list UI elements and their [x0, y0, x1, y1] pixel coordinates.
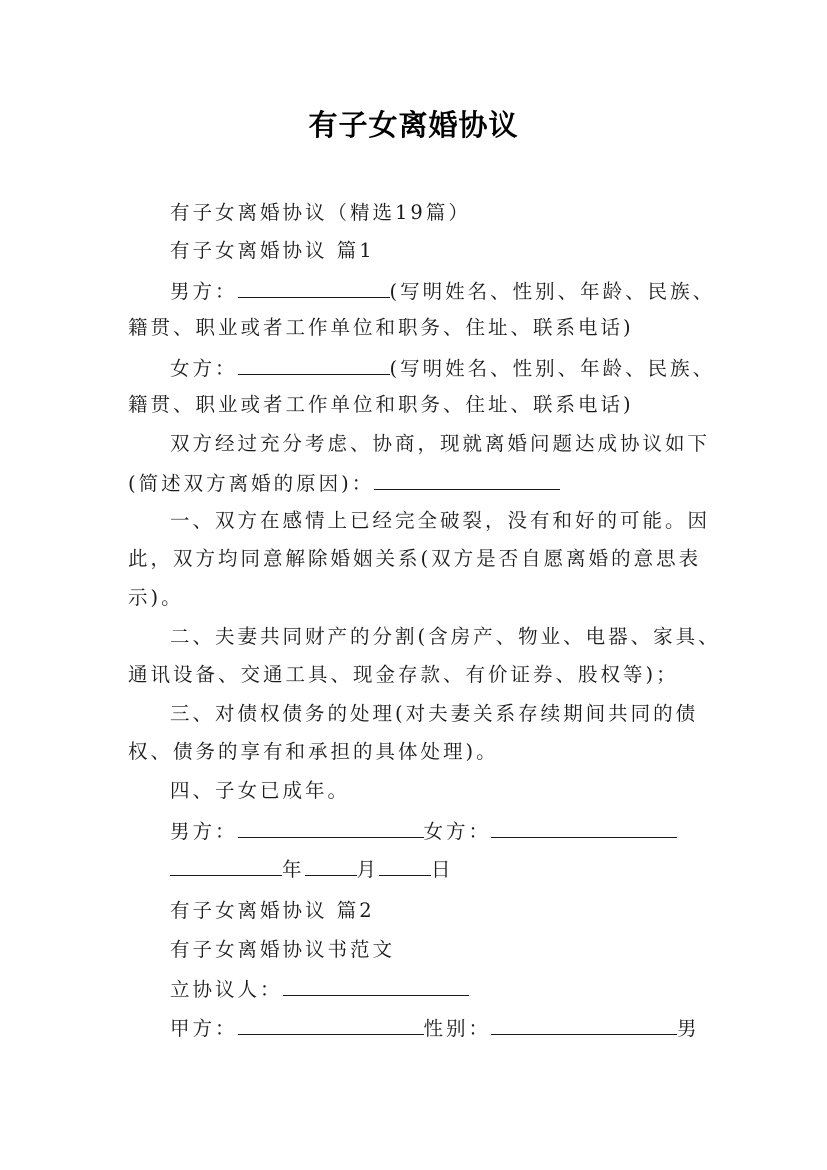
party-line [170, 975, 770, 1003]
female-label: 女方： [170, 357, 238, 380]
year-label: 年 [282, 858, 305, 881]
paragraph-line: 双方经过充分考虑、协商，现就离婚问题达成协议如下 [170, 432, 711, 455]
female-sign-label: 女方： [423, 820, 492, 843]
female-name-blank [238, 354, 390, 375]
party-a-label: 甲方： [170, 1017, 238, 1040]
subtitle-line: 有子女离婚协议（精选19篇） [170, 201, 471, 224]
party-label: 立协议人： [170, 978, 283, 1001]
gender-value: 男 [677, 1017, 700, 1040]
reason-blank [374, 469, 560, 490]
female-info-hint-cont: 籍贯、职业或者工作单位和职务、住址、联系电话) [128, 393, 634, 416]
gender-label: 性别： [423, 1017, 492, 1040]
day-blank [379, 855, 431, 876]
day-label: 日 [431, 858, 454, 881]
clause-4-line: 四、子女已成年。 [170, 779, 351, 802]
reason-line [128, 469, 728, 497]
clause-2-line: 二、夫妻共同财产的分割(含房产、物业、电器、家具、 [170, 625, 721, 648]
year-blank [170, 855, 282, 876]
clause-1-line: 示)。 [128, 586, 184, 609]
month-label: 月 [356, 858, 380, 881]
clause-3-line: 三、对债权债务的处理(对夫妻关系存续期间共同的债 [170, 702, 699, 725]
signature-line [170, 817, 770, 845]
male-info-line [170, 277, 770, 305]
party-a-line [170, 1014, 770, 1042]
date-line [170, 855, 770, 883]
gender-blank [491, 1014, 677, 1035]
clause-3-line: 权、债务的享有和承担的具体处理)。 [128, 740, 499, 763]
sample-title-line: 有子女离婚协议书范文 [170, 938, 396, 961]
male-info-hint-cont: 籍贯、职业或者工作单位和职务、住址、联系电话) [128, 316, 634, 339]
clause-2-line: 通讯设备、交通工具、现金存款、有价证券、股权等)； [128, 663, 679, 686]
party-a-blank [238, 1014, 424, 1035]
male-sign-label: 男方： [170, 820, 238, 843]
document-title: 有子女离婚协议 [308, 108, 519, 142]
female-info-hint: (写明姓名、性别、年龄、民族、 [389, 357, 716, 380]
male-name-blank [238, 277, 390, 298]
female-sign-blank [491, 817, 677, 838]
reason-label: (简述双方离婚的原因)： [128, 472, 375, 495]
clause-1-line: 一、双方在感情上已经完全破裂，没有和好的可能。因 [170, 509, 711, 532]
section-heading-1: 有子女离婚协议 篇1 [170, 239, 375, 262]
male-label: 男方： [170, 280, 238, 303]
section-heading-2: 有子女离婚协议 篇2 [170, 899, 375, 922]
month-blank [305, 855, 357, 876]
party-blank [283, 975, 469, 996]
clause-1-line: 此，双方均同意解除婚姻关系(双方是否自愿离婚的意思表 [128, 547, 702, 570]
male-sign-blank [238, 817, 424, 838]
male-info-hint: (写明姓名、性别、年龄、民族、 [389, 280, 716, 303]
female-info-line [170, 354, 770, 382]
